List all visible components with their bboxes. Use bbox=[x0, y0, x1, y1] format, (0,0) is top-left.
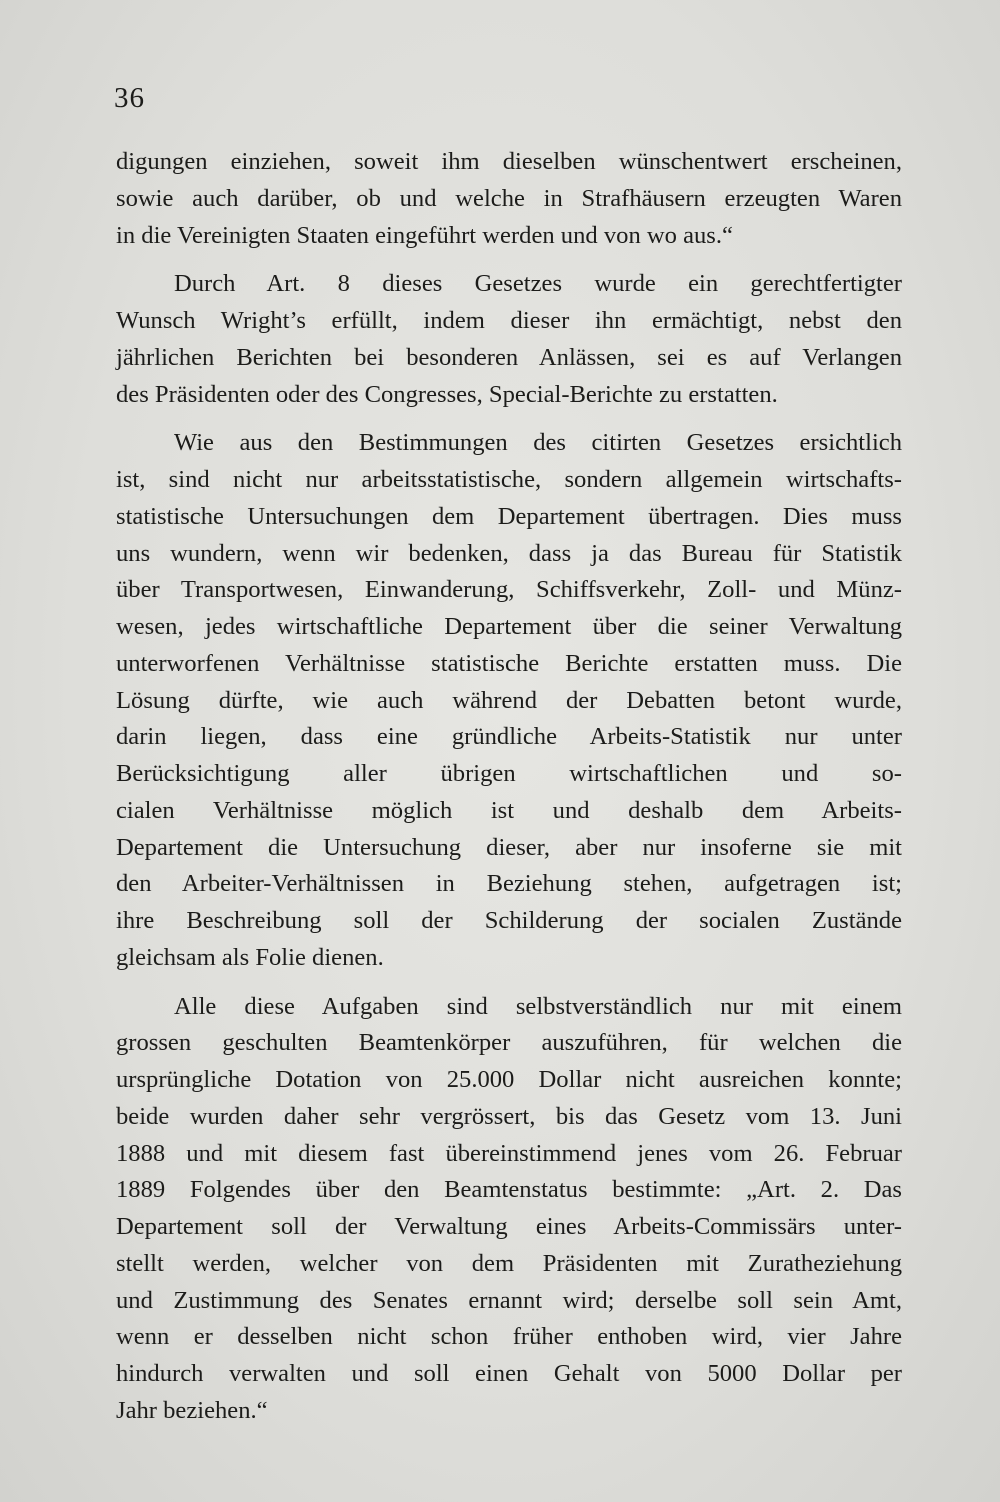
text-line: 1888 und mit diesem fast übereinstimmend jenes vom 26. Februar bbox=[116, 1139, 902, 1167]
paragraph bbox=[116, 144, 902, 254]
text-line: Durch Art. 8 dieses Gesetzes wurde ein gerechtfertigter bbox=[174, 270, 902, 298]
text-line: gleichsam als Folie dienen. bbox=[116, 943, 384, 971]
paragraph bbox=[116, 989, 902, 1430]
text-line: den Arbeiter-Verhältnissen in Beziehung stehen, aufgetragen ist; bbox=[116, 870, 902, 898]
paragraph-gap bbox=[116, 413, 902, 425]
text-line: hindurch verwalten und soll einen Gehalt von 5000 Dollar per bbox=[116, 1360, 902, 1387]
paragraph-gap bbox=[116, 977, 902, 989]
text-line: ihre Beschreibung soll der Schilderung der socialen Zustände bbox=[116, 907, 902, 934]
text-line: Jahr beziehen.“ bbox=[116, 1396, 268, 1424]
text-line: darin liegen, dass eine gründliche Arbeits-Statistik nur unter bbox=[116, 723, 902, 751]
text-line: cialen Verhältnisse möglich ist und deshalb dem Arbeits- bbox=[116, 796, 902, 824]
text-line: und Zustimmung des Senates ernannt wird; derselbe soll sein Amt, bbox=[116, 1286, 902, 1314]
paragraph bbox=[116, 266, 902, 413]
text-line: über Transportwesen, Einwanderung, Schiffsverkehr, Zoll- und Münz- bbox=[116, 576, 902, 604]
text-line: wenn er desselben nicht schon früher enthoben wird, vier Jahre bbox=[116, 1323, 902, 1351]
text-line: statistische Untersuchungen dem Departement übertragen. Dies muss bbox=[116, 502, 902, 530]
text-line: sowie auch darüber, ob und welche in Strafhäusern erzeugten Waren bbox=[116, 184, 902, 212]
text-line: Departement die Untersuchung dieser, aber nur insoferne sie mit bbox=[116, 833, 902, 861]
text-line: beide wurden daher sehr vergrössert, bis das Gesetz vom 13. Juni bbox=[116, 1102, 902, 1130]
text-line: digungen einziehen, soweit ihm dieselben wünschentwert erscheinen, bbox=[116, 148, 902, 175]
text-line: wesen, jedes wirtschaftliche Departement über die seiner Verwaltung bbox=[116, 613, 902, 640]
text-line: Lösung dürfte, wie auch während der Debatten betont wurde, bbox=[116, 686, 902, 714]
text-line: 1889 Folgendes über den Beamtenstatus bestimmte: „Art. 2. Das bbox=[116, 1176, 902, 1204]
text-line: Departement soll der Verwaltung eines Arbeits-Commissärs unter- bbox=[116, 1213, 902, 1240]
text-line: ursprüngliche Dotation von 25.000 Dollar nicht ausreichen konnte; bbox=[116, 1066, 902, 1093]
text-line: unterworfenen Verhältnisse statistische Berichte erstatten muss. Die bbox=[116, 649, 902, 677]
paragraph bbox=[116, 425, 902, 976]
page-body bbox=[116, 144, 902, 1430]
text-line: stellt werden, welcher von dem Präsidenten mit Zuratheziehung bbox=[116, 1249, 902, 1277]
text-line: jährlichen Berichten bei besonderen Anlässen, sei es auf Verlangen bbox=[116, 343, 902, 371]
text-line: Wunsch Wright’s erfüllt, indem dieser ihn ermächtigt, nebst den bbox=[116, 307, 902, 334]
text-line: uns wundern, wenn wir bedenken, dass ja das Bureau für Statistik bbox=[116, 539, 902, 567]
text-line: des Präsidenten oder des Congresses, Special-Berichte zu erstatten. bbox=[116, 380, 778, 408]
text-line: grossen geschulten Beamtenkörper auszuführen, für welchen die bbox=[116, 1029, 902, 1057]
paragraph-gap bbox=[116, 254, 902, 266]
text-line: ist, sind nicht nur arbeitsstatistische, sondern allgemein wirtschafts- bbox=[116, 466, 902, 493]
text-line: Berücksichtigung aller übrigen wirtschaftlichen und so- bbox=[116, 760, 902, 787]
page-number: 36 bbox=[114, 82, 145, 114]
text-line: Alle diese Aufgaben sind selbstverständlich nur mit einem bbox=[174, 992, 902, 1020]
text-line: in die Vereinigten Staaten eingeführt werden und von wo aus.“ bbox=[116, 221, 733, 249]
text-line: Wie aus den Bestimmungen des citirten Gesetzes ersichtlich bbox=[174, 429, 902, 457]
